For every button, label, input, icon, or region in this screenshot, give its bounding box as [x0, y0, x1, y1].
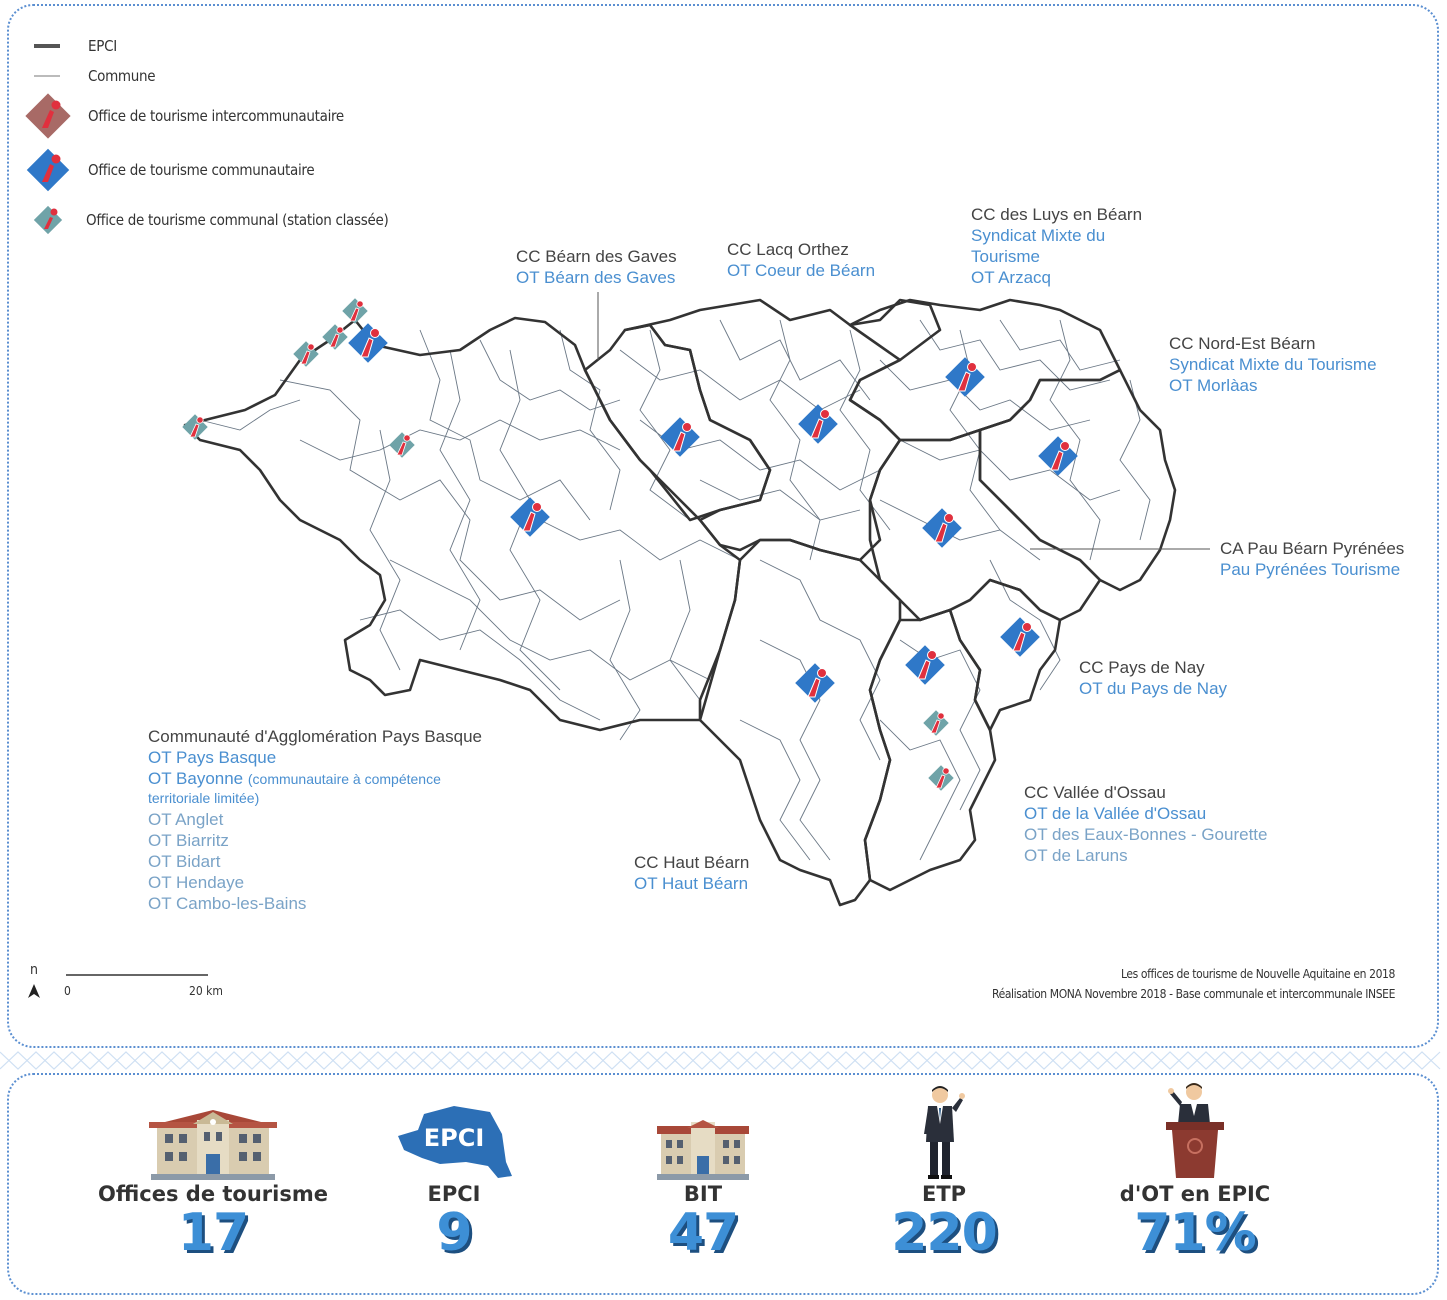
- ot-markers: [182, 298, 1078, 790]
- label-haut-bearn: CC Haut Béarn OT Haut Béarn: [634, 853, 750, 893]
- podium-speaker-icon: [1164, 1080, 1226, 1180]
- businessman-icon: [922, 1084, 966, 1180]
- stat-epci: EPCI EPCI 9: [324, 1085, 584, 1260]
- nay-outline: [950, 580, 1060, 730]
- ot-marker-haut-bearn[interactable]: [795, 663, 835, 703]
- scale-bar: n 0 20 km: [26, 960, 246, 1010]
- svg-text:EPCI: EPCI: [423, 1124, 485, 1152]
- small-building-icon: [657, 1120, 749, 1180]
- ot-marker-hendaye[interactable]: [182, 414, 207, 439]
- north-label: n: [30, 962, 38, 978]
- label-pays-basque: Communauté d'Agglomération Pays Basque OT Pays Basque OT Bayonne (communautaire à compétence territoriale limitée) OT Anglet OT Biarritz OT Bidart OT Hendaye OT Cambo-les-Bains: [148, 727, 482, 913]
- pays-basque-outline: [185, 318, 740, 730]
- separator-pattern: [0, 1048, 1447, 1073]
- ot-marker-cambo[interactable]: [389, 432, 414, 457]
- ot-marker-bayonne[interactable]: [348, 323, 388, 363]
- label-nord-est: CC Nord-Est Béarn Syndicat Mixte du Tourisme OT Morlàas: [1169, 334, 1377, 395]
- label-nay: CC Pays de Nay OT du Pays de Nay: [1079, 658, 1228, 698]
- ot-marker-ossau[interactable]: [905, 645, 945, 685]
- scale-line: [66, 972, 216, 978]
- haut-bearn-outline: [700, 540, 900, 905]
- epci-badge-icon: [394, 1100, 514, 1180]
- legend-ot-comm: Office de tourisme communautaire: [24, 148, 314, 192]
- north-arrow-icon: [26, 982, 46, 1002]
- legend-epci: EPCI: [24, 36, 117, 56]
- ot-marker-morlaas[interactable]: [1038, 436, 1078, 476]
- stat-etp: ETP 220: [814, 1085, 1074, 1260]
- label-bearn-gaves: CC Béarn des Gaves OT Béarn des Gaves: [516, 247, 677, 287]
- ot-marker-arzacq[interactable]: [945, 357, 985, 397]
- label-ossau: CC Vallée d'Ossau OT de la Vallée d'Ossau OT des Eaux-Bonnes - Gourette OT de Laruns: [1024, 783, 1268, 865]
- stat-bit: BIT 47: [573, 1085, 833, 1260]
- ot-marker-laruns[interactable]: [928, 765, 953, 790]
- label-luys: CC des Luys en Béarn Syndicat Mixte du Tourisme OT Arzacq: [971, 205, 1143, 287]
- ot-marker-anglet[interactable]: [342, 298, 367, 323]
- nord-est-outline: [980, 370, 1175, 590]
- ot-marker-lacq[interactable]: [798, 404, 838, 444]
- ot-marker-pays-basque[interactable]: [510, 497, 550, 537]
- stat-epic: d'OT en EPIC 71%: [1065, 1085, 1325, 1260]
- legend-ot-communal: Office de tourisme communal (station classée): [24, 204, 388, 236]
- legend-ot-inter: Office de tourisme intercommunautaire: [24, 92, 344, 140]
- label-pau: CA Pau Béarn Pyrénées Pau Pyrénées Tourisme: [1220, 539, 1405, 579]
- ot-marker-bearn-gaves[interactable]: [660, 417, 700, 457]
- credits: Les offices de tourisme de Nouvelle Aquitaine en 2018 Réalisation MONA Novembre 2018 - Base communale et intercommunale INSEE: [992, 967, 1395, 1001]
- ot-marker-eaux-bonnes[interactable]: [923, 710, 948, 735]
- label-lacq: CC Lacq Orthez OT Coeur de Béarn: [727, 240, 876, 280]
- building-icon: [149, 1110, 277, 1180]
- legend-commune: Commune: [24, 66, 155, 86]
- ot-marker-pau[interactable]: [922, 508, 962, 548]
- ot-marker-nay[interactable]: [1000, 617, 1040, 657]
- stat-offices: Offices de tourisme 17: [83, 1085, 343, 1260]
